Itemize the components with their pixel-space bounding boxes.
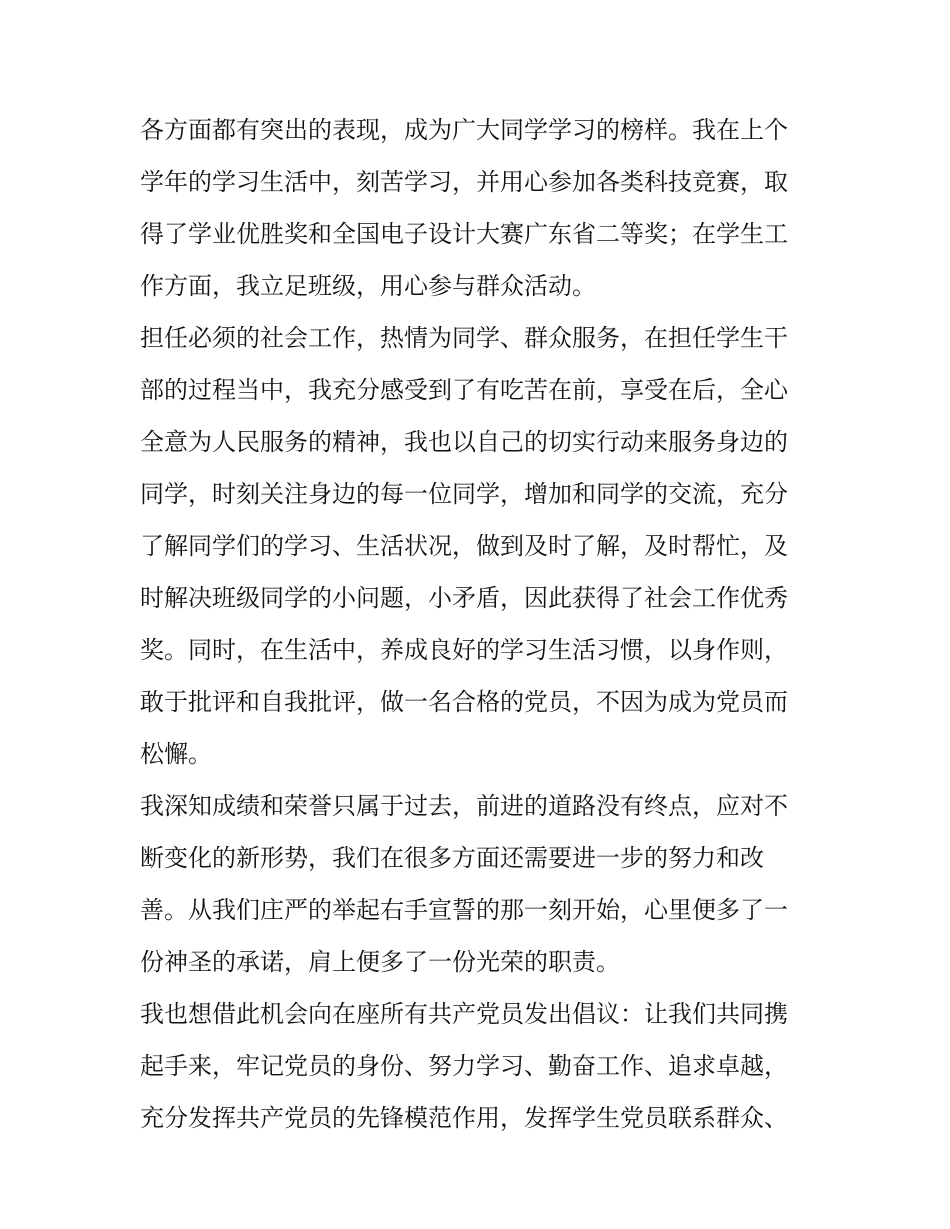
text-line: 起手来，牢记党员的身份、努力学习、勤奋工作、追求卓越， — [140, 1052, 788, 1080]
text-line: 奖。同时，在生活中，养成良好的学习生活习惯，以身作则， — [140, 636, 788, 664]
text-line: 充分发挥共产党员的先锋模范作用，发挥学生党员联系群众、 — [140, 1104, 788, 1132]
text-line: 我也想借此机会向在座所有共产党员发出倡议：让我们共同携 — [140, 1000, 788, 1028]
text-line: 我深知成绩和荣誉只属于过去，前进的道路没有终点，应对不 — [140, 792, 788, 820]
text-line: 善。从我们庄严的举起右手宣誓的那一刻开始，心里便多了一 — [140, 896, 788, 924]
text-line: 学年的学习生活中，刻苦学习，并用心参加各类科技竞赛，取 — [140, 168, 788, 196]
text-line: 全意为人民服务的精神，我也以自己的切实行动来服务身边的 — [140, 428, 788, 456]
text-line: 担任必须的社会工作，热情为同学、群众服务，在担任学生干 — [140, 324, 788, 352]
text-line: 松懈。 — [140, 740, 212, 768]
text-line: 得了学业优胜奖和全国电子设计大赛广东省二等奖；在学生工 — [140, 220, 788, 248]
text-line: 部的过程当中，我充分感受到了有吃苦在前，享受在后，全心 — [140, 376, 788, 404]
text-line: 同学，时刻关注身边的每一位同学，增加和同学的交流，充分 — [140, 480, 788, 508]
text-line: 份神圣的承诺，肩上便多了一份光荣的职责。 — [140, 948, 620, 976]
text-line: 各方面都有突出的表现，成为广大同学学习的榜样。我在上个 — [140, 116, 788, 144]
text-line: 作方面，我立足班级，用心参与群众活动。 — [140, 272, 596, 300]
text-line: 时解决班级同学的小问题，小矛盾，因此获得了社会工作优秀 — [140, 584, 788, 612]
text-line: 敢于批评和自我批评，做一名合格的党员，不因为成为党员而 — [140, 688, 788, 716]
text-line: 断变化的新形势，我们在很多方面还需要进一步的努力和改 — [140, 844, 764, 872]
document-body — [140, 104, 820, 1144]
text-line: 了解同学们的学习、生活状况，做到及时了解，及时帮忙，及 — [140, 532, 788, 560]
